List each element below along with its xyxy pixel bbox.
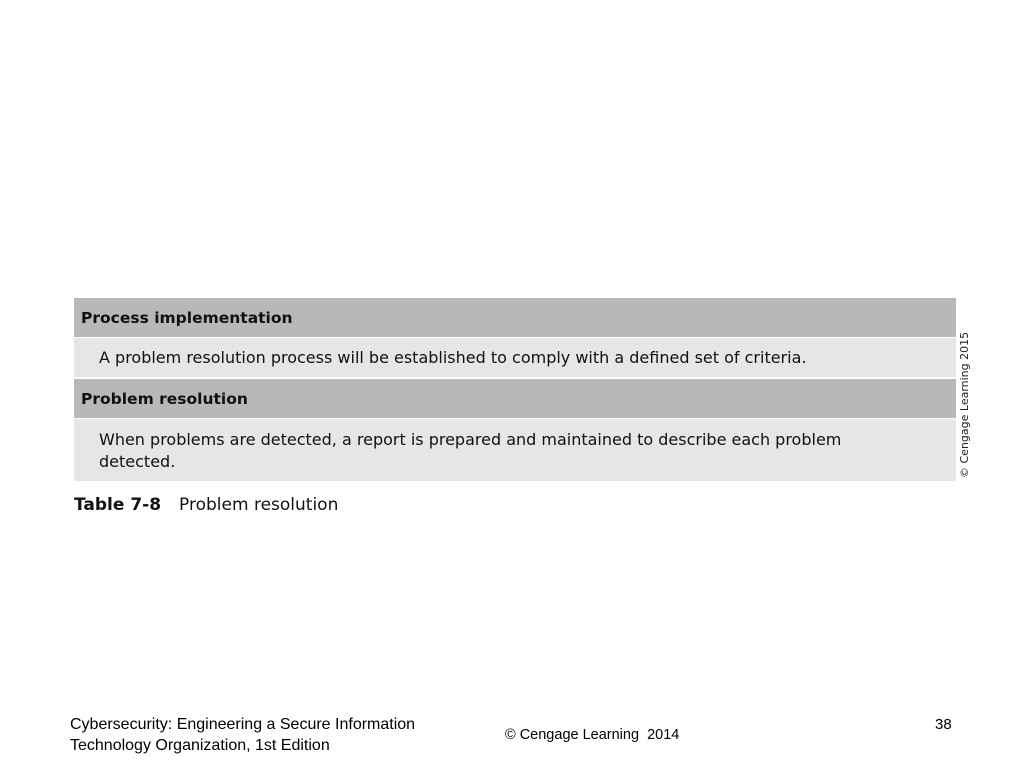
footer-book-title: [70, 714, 470, 756]
table-heading-problem-resolution: Problem resolution: [74, 379, 956, 418]
footer-book-line1: Cybersecurity: Engineering a Secure Information: [70, 716, 416, 733]
footer-copyright: © Cengage Learning 2014: [505, 727, 680, 743]
table-body-problem-resolution: When problems are detected, a report is prepared and maintained to describe each problem detected.: [74, 419, 956, 481]
footer-book-line2: Technology Organization, 1st Edition: [70, 737, 330, 754]
table-figure: [74, 298, 956, 481]
page-number: 38: [935, 716, 952, 733]
side-credit: © Cengage Learning 2015: [958, 331, 971, 478]
table-body-process-implementation: A problem resolution process will be established to comply with a defined set of criteria.: [74, 338, 956, 377]
caption-number: Table 7-8: [74, 495, 162, 515]
caption-title: Problem resolution: [179, 495, 339, 515]
table-caption: [74, 495, 338, 515]
table-heading-process-implementation: Process implementation: [74, 298, 956, 337]
